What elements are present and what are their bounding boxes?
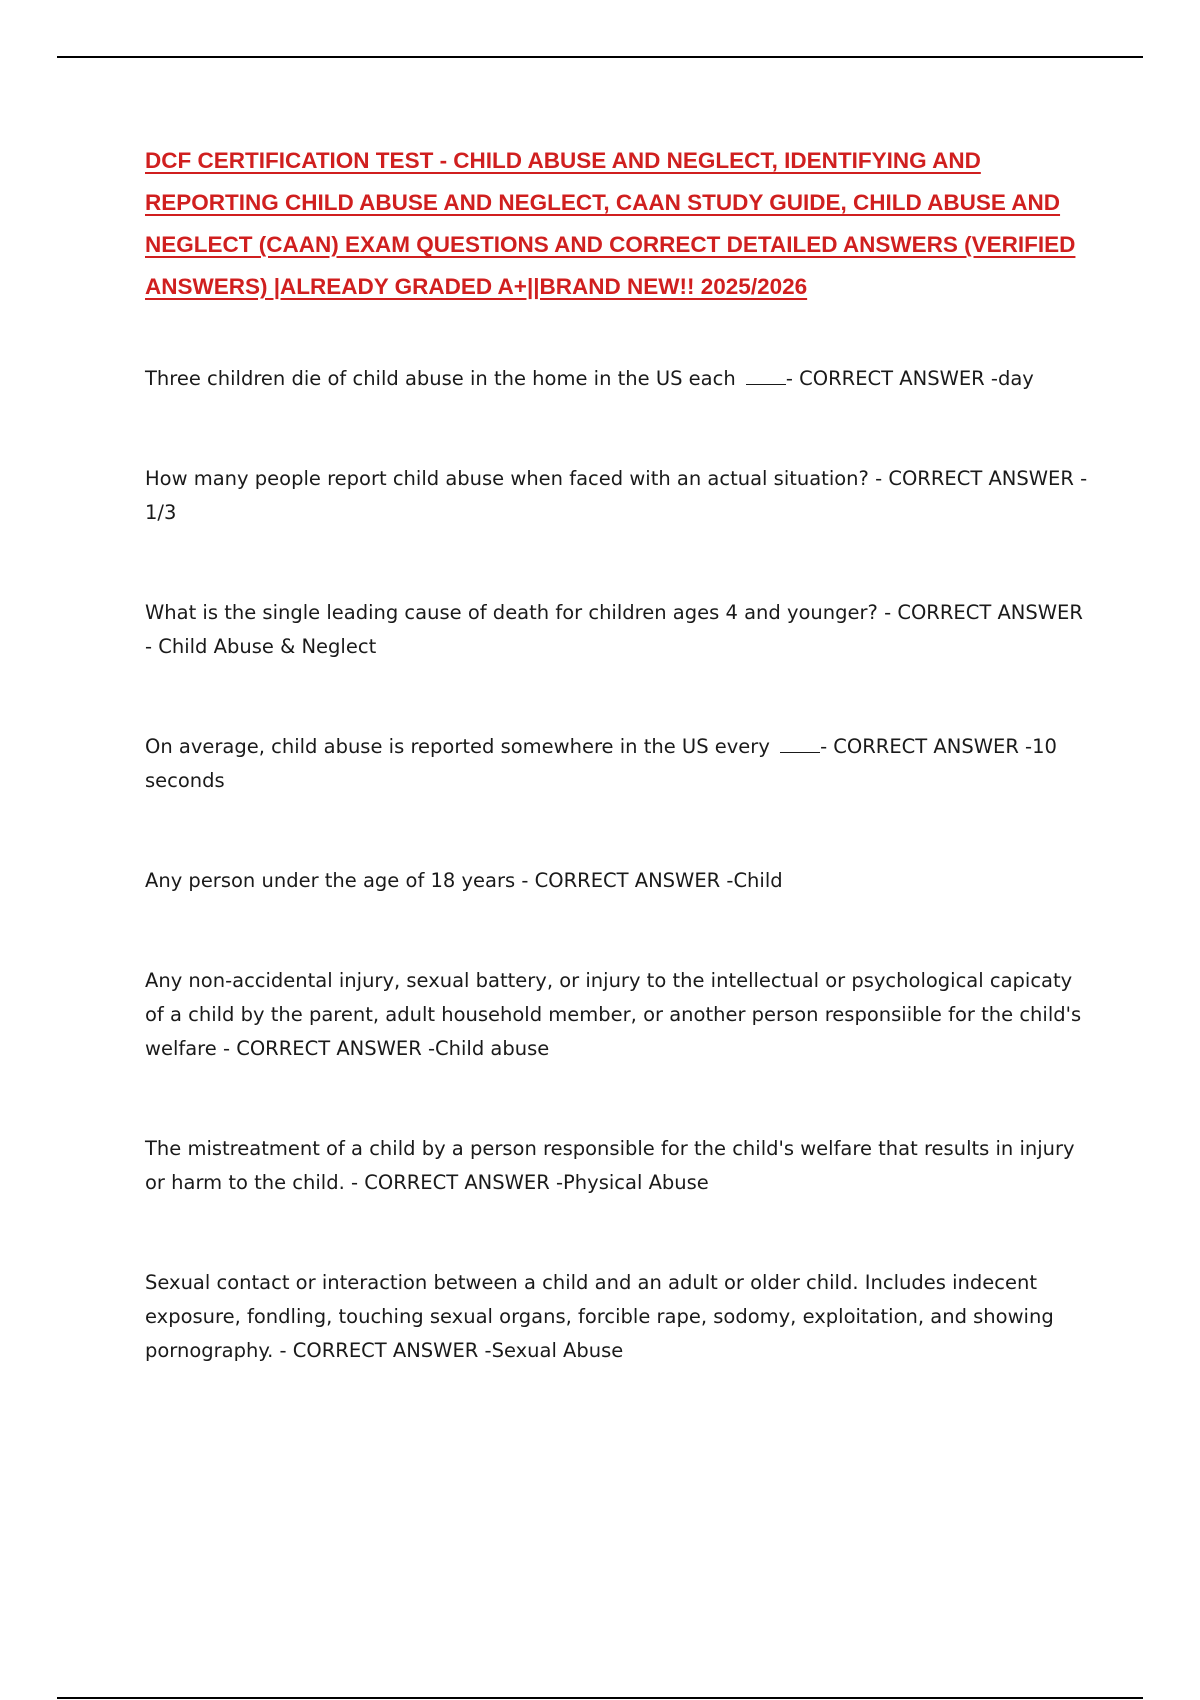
question-text: What is the single leading cause of death for children ages 4 and younger? — [145, 601, 878, 624]
answer-text: Sexual Abuse — [491, 1339, 624, 1362]
answer-label: - CORRECT ANSWER - — [145, 601, 1083, 658]
answer-text: Child — [733, 869, 783, 892]
answer-label: - CORRECT ANSWER - — [279, 1339, 492, 1362]
answer-label: - CORRECT ANSWER - — [820, 735, 1033, 758]
fill-in-blank — [780, 734, 820, 753]
question-text: Three children die of child abuse in the home in the US each — [145, 367, 736, 390]
qa-item — [145, 1132, 1095, 1200]
answer-label: - CORRECT ANSWER - — [785, 367, 998, 390]
question-text: The mistreatment of a child by a person responsible for the child's welfare that results in injury or harm to the child. — [145, 1137, 1075, 1194]
answer-text: Child abuse — [435, 1037, 550, 1060]
answer-text: 1/3 — [145, 501, 177, 524]
qa-item — [145, 1266, 1095, 1368]
answer-text: Physical Abuse — [563, 1171, 709, 1194]
question-text: Any person under the age of 18 years — [145, 869, 516, 892]
question-text: How many people report child abuse when faced with an actual situation? — [145, 467, 869, 490]
answer-text: Child Abuse & Neglect — [158, 635, 377, 658]
question-text: Sexual contact or interaction between a child and an adult or older child. Includes indecent exposure, fondling, touching sexual organs, forcible rape, sodomy, exploitation, and showing pornography. — [145, 1271, 1054, 1362]
qa-item — [145, 864, 1095, 898]
answer-label: - CORRECT ANSWER - — [875, 467, 1088, 490]
header-rule — [57, 56, 1143, 58]
question-text: On average, child abuse is reported somewhere in the US every — [145, 735, 770, 758]
fill-in-blank — [746, 366, 786, 385]
footer-rule — [57, 1697, 1143, 1699]
qa-item — [145, 462, 1095, 530]
qa-list — [145, 362, 1095, 1368]
document-title: DCF CERTIFICATION TEST - CHILD ABUSE AND NEGLECT, IDENTIFYING AND REPORTING CHILD ABUSE AND NEGLECT, CAAN STUDY GUIDE, CHILD ABUSE AND NEGLECT (CAAN) EXAM QUESTIONS AND CORRECT DETAILED ANSWERS (VERIFIED ANSWERS) |ALREADY GRADED A+||BRAND NEW!! 2025/2026 — [145, 148, 1076, 299]
answer-label: - CORRECT ANSWER - — [521, 869, 734, 892]
answer-text: day — [997, 367, 1034, 390]
answer-label: - CORRECT ANSWER - — [351, 1171, 564, 1194]
question-text: Any non-accidental injury, sexual battery, or injury to the intellectual or psychological capicaty of a child by the parent, adult household member, or another person responsiible for the child's welfare — [145, 969, 1082, 1060]
qa-item — [145, 964, 1095, 1066]
answer-label: - CORRECT ANSWER - — [222, 1037, 436, 1060]
answer-text: 10 seconds — [145, 735, 1057, 792]
qa-item — [145, 730, 1095, 798]
qa-item — [145, 362, 1095, 396]
qa-item — [145, 596, 1095, 664]
